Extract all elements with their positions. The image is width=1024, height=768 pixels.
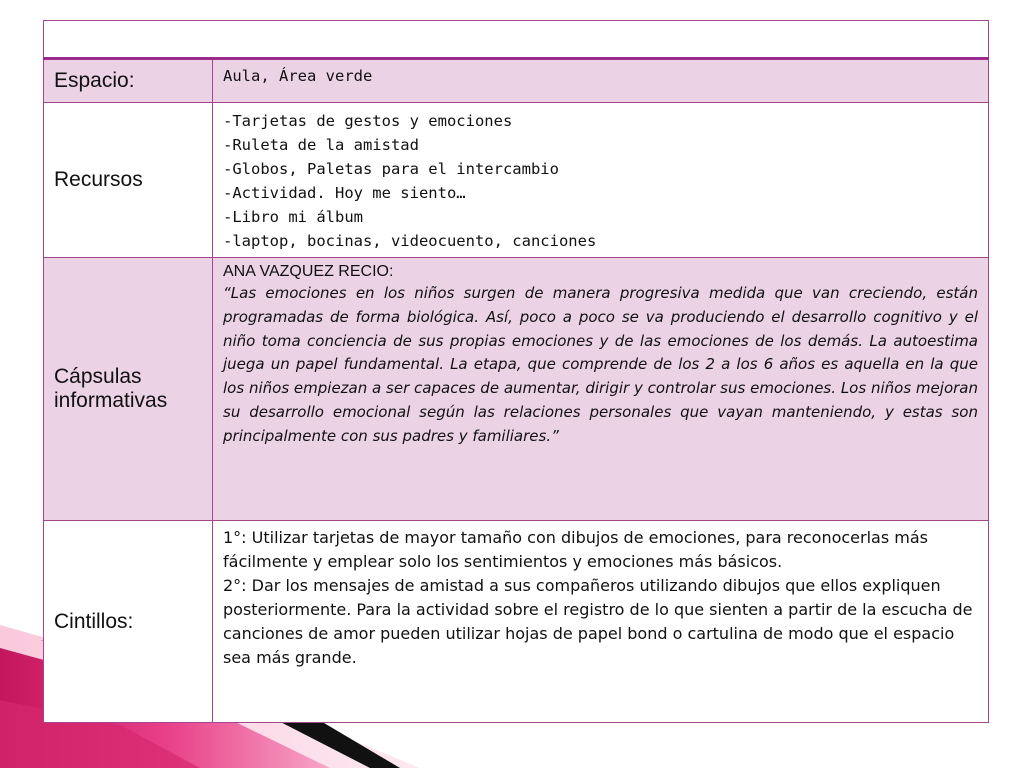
table-row-cintillos (44, 521, 989, 723)
recursos-label: Recursos (44, 103, 213, 258)
espacio-label: Espacio: (44, 59, 213, 103)
cintillos-label: Cintillos: (44, 521, 213, 723)
table-row-capsulas (44, 258, 989, 521)
cintillo-paragraph: 2°: Dar los mensajes de amistad a sus compañeros utilizando dibujos que ellos expliquen posteriormente. Para la actividad sobre el registro de lo que sienten a partir de la escucha de canciones de amor pueden utilizar hojas de papel bond o cartulina de modo que el espacio sea más grande. (223, 576, 973, 667)
capsulas-content (213, 258, 989, 521)
table-row-recursos (44, 103, 989, 258)
table-title-row (44, 21, 989, 59)
cintillo-paragraph: 1°: Utilizar tarjetas de mayor tamaño con dibujos de emociones, para reconocerlas más fácilmente y emplear solo los sentimientos y emociones más básicos. (223, 528, 928, 571)
recurso-item: -Ruleta de la amistad (223, 136, 419, 154)
capsulas-label: Cápsulas informativas (44, 258, 213, 521)
capsule-quote: “Las emociones en los niños surgen de manera progresiva medida que van creciendo, están programadas de forma biológica. Así, poco a poco se va produciendo el desarrollo cognitivo y el niño toma conciencia de sus propias emociones y de las emociones de los demás. La autoestima juega un papel fundamental. La etapa, que comprende de los 2 a los 6 años es aquella en la que los niños empiezan a ser capaces de aumentar, dirigir y controlar sus emociones. Los niños mejoran su desarrollo emocional según las relaciones personales que vayan manteniendo, y estas son principalmente con sus padres y familiares.” (223, 284, 978, 445)
recurso-item: -Globos, Paletas para el intercambio (223, 160, 559, 178)
recurso-item: -Actividad. Hoy me siento… (223, 184, 466, 202)
planning-table (43, 20, 989, 723)
table-title (44, 21, 989, 59)
capsule-author: ANA VAZQUEZ RECIO: (223, 263, 394, 280)
recurso-item: -Libro mi álbum (223, 208, 363, 226)
espacio-value: Aula, Área verde (213, 59, 989, 103)
cintillos-content (213, 521, 989, 723)
recurso-item: -Tarjetas de gestos y emociones (223, 112, 513, 130)
recurso-item: -laptop, bocinas, videocuento, canciones (223, 232, 597, 250)
recursos-list (213, 103, 989, 258)
table-row-espacio (44, 59, 989, 103)
